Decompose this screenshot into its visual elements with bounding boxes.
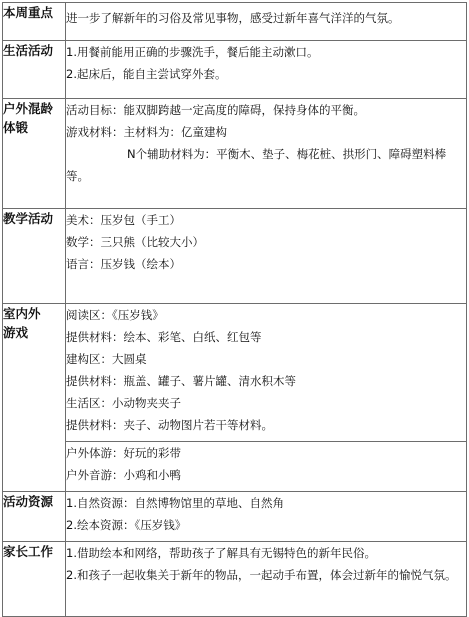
row-weekly-focus [3,3,467,41]
content-weekly-focus [66,3,467,41]
label-indoor-outdoor-play [3,304,66,492]
text-line: 户外音游：小鸡和小鸭 [66,468,181,482]
content-teaching-activity [66,209,467,304]
label-teaching-activity: 教学活动 [3,209,66,304]
content-life-activity [66,41,467,99]
row-indoor-outdoor-play [3,304,467,442]
indent-spacer [66,147,127,161]
text-line: 进一步了解新年的习俗及常见事物，感受过新年喜气洋洋的气氛。 [66,11,400,25]
label-parent-work: 家长工作 [3,542,66,617]
label-weekly-focus: 本周重点 [3,3,66,41]
row-parent-work [3,542,467,617]
text-line: 1.用餐前能用正确的步骤洗手，餐后能主动漱口。 [66,45,319,59]
text-line: 语言：压岁钱（绘本） [66,257,181,271]
label-activity-resources: 活动资源 [3,492,66,542]
label-line: 室内外 [3,306,41,321]
text-line: 数学：三只熊（比较大小） [66,235,204,249]
label-life-activity: 生活活动 [3,41,66,99]
text-line: 生活区：小动物夹夹子 [66,396,181,410]
row-teaching-activity [3,209,467,304]
row-outdoor-exercise [3,99,467,209]
content-outdoor-exercise [66,99,467,209]
text-line-body: N个辅助材料为：平衡木、垫子、梅花桩、拱形门、障碍塑料棒等。 [66,147,447,183]
text-line: 2.绘本资源：《压岁钱》 [66,518,187,532]
text-line [66,143,466,187]
label-line: 户外混龄 [3,101,54,116]
label-line: 游戏 [3,325,29,340]
text-line: 1.自然资源：自然博物馆里的草地、自然角 [66,496,284,510]
content-outdoor-play [66,442,467,492]
label-outdoor-exercise [3,99,66,209]
text-line: 阅读区：《压岁钱》 [66,308,164,322]
text-line: 美术：压岁包（手工） [66,213,181,227]
row-life-activity [3,41,467,99]
text-line: 建构区：大圆桌 [66,352,147,366]
content-activity-resources [66,492,467,542]
row-activity-resources [3,492,467,542]
content-indoor-play [66,304,467,442]
text-line: 活动目标：能双脚跨越一定高度的障碍，保持身体的平衡。 [66,103,365,117]
text-line: 提供材料：瓶盖、罐子、薯片罐、清水积木等 [66,374,296,388]
text-line: 游戏材料：主材料为：亿童建构 [66,125,227,139]
row-outdoor-play [3,442,467,492]
label-line: 体锻 [3,120,29,135]
text-line: 户外体游：好玩的彩带 [66,446,181,460]
text-line: 提供材料：绘本、彩笔、白纸、红包等 [66,330,262,344]
weekly-plan-table [2,2,467,617]
text-line: 2.和孩子一起收集关于新年的物品，一起动手布置，体会过新年的愉悦气氛。 [66,568,457,582]
content-parent-work [66,542,467,617]
text-line: 2.起床后，能自主尝试穿外套。 [66,67,227,81]
text-line: 提供材料：夹子、动物图片若干等材料。 [66,418,273,432]
text-line: 1.借助绘本和网络，帮助孩子了解具有无锡特色的新年民俗。 [66,546,376,560]
